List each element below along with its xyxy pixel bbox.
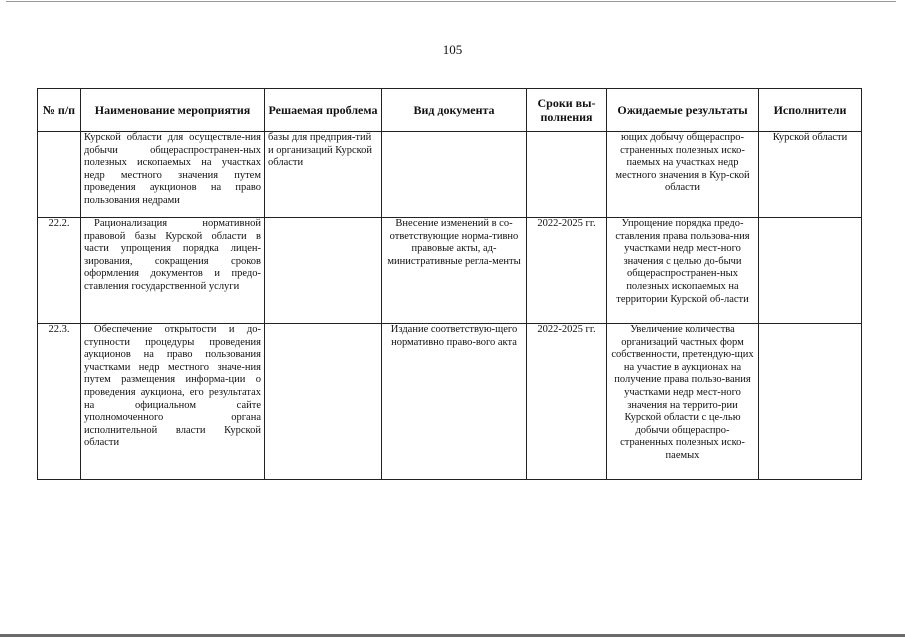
row-num: 22.3.: [38, 324, 81, 480]
row-problem: базы для предприя-тий и организаций Курской области: [265, 132, 382, 218]
measures-table: [37, 88, 862, 480]
header-executors: Исполнители: [759, 89, 862, 132]
row-deadline: 2022-2025 гг.: [527, 218, 607, 324]
row-deadline: [527, 132, 607, 218]
table-row: [38, 218, 862, 324]
table-header-row: [38, 89, 862, 132]
row-problem: [265, 324, 382, 480]
header-problem: Решаемая проблема: [265, 89, 382, 132]
row-results: Увеличение количества организаций частных форм собственности, претендую-щих на участие в аукционах на получение права пользо-вания участками недр мест-ного значения на террито-рии Курской области с це-лью добычи общераспро-страненных полезных иско-паемых: [607, 324, 759, 480]
row-results: Упрощение порядка предо-ставления права пользова-ния участками недр мест-ного значения с целью до-бычи общераспространен-ных полезных ископаемых на территории Курской об-ласти: [607, 218, 759, 324]
scan-edge-top: [6, 1, 896, 2]
scan-edge-bottom: [0, 634, 905, 637]
header-doc-type: Вид документа: [382, 89, 527, 132]
header-num: № п/п: [38, 89, 81, 132]
row-results: ющих добычу общераспро-страненных полезных иско-паемых на участках недр местного значения в Кур-ской области: [607, 132, 759, 218]
row-executors: [759, 324, 862, 480]
page-number: 105: [442, 42, 463, 57]
row-executors: [759, 218, 862, 324]
row-doc-type: Внесение изменений в со-ответствующие норма-тивно правовые акты, ад-министративные регла-менты: [382, 218, 527, 324]
row-measure: Обеспечение открытости и до-ступности процедуры проведения аукционов на право пользования участками недр местного значе-ния путем размещения информа-ции о проведения аукциона, его результатах на официальном сайте уполномоченного органа исполнительной власти Курской области: [81, 324, 265, 480]
row-num: [38, 132, 81, 218]
row-num: 22.2.: [38, 218, 81, 324]
row-executors: Курской области: [759, 132, 862, 218]
row-measure: Курской области для осуществле-ния добычи общераспространен-ных полезных ископаемых на участках недр местного значения путем проведения аукционов на право пользования недрами: [81, 132, 265, 218]
row-measure: Рационализация нормативной правовой базы Курской области в части упрощения порядка лицен-зирования, сокращения сроков оформления документов и предо-ставления государственной услуги: [81, 218, 265, 324]
row-doc-type: Издание соответствую-щего нормативно право-вого акта: [382, 324, 527, 480]
table-row: [38, 132, 862, 218]
table-row: [38, 324, 862, 480]
row-doc-type: [382, 132, 527, 218]
header-deadline: Сроки вы-полнения: [527, 89, 607, 132]
row-deadline: 2022-2025 гг.: [527, 324, 607, 480]
header-results: Ожидаемые результаты: [607, 89, 759, 132]
header-measure: Наименование мероприятия: [81, 89, 265, 132]
row-problem: [265, 218, 382, 324]
